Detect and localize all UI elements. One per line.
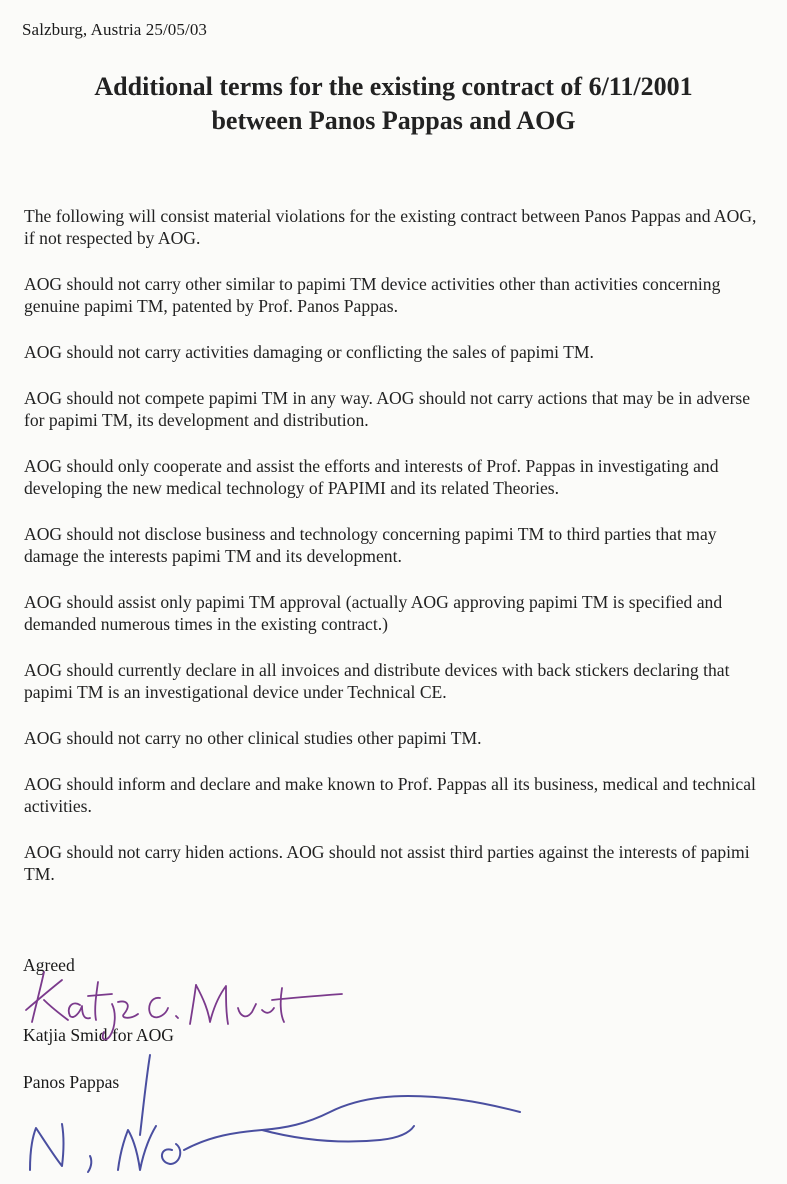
paragraph: AOG should not carry hiden actions. AOG should not assist third parties against the interests of papimi TM.: [24, 842, 750, 884]
signer-1-name: Katjia Smid for AOG: [23, 1025, 174, 1045]
place-date: Salzburg, Austria 25/05/03: [22, 20, 208, 39]
agreed-label: Agreed: [23, 955, 75, 975]
paragraph: AOG should not carry no other clinical studies other papimi TM.: [24, 728, 482, 748]
paragraph: AOG should currently declare in all invoices and distribute devices with back stickers declaring that papimi TM is an investigational device under Technical CE.: [24, 660, 730, 702]
title-line-1: Additional terms for the existing contract of 6/11/2001: [94, 72, 693, 101]
paragraph: AOG should not compete papimi TM in any way. AOG should not carry actions that may be in adverse for papimi TM, its development and distribution.: [24, 388, 751, 430]
title-line-2: between Panos Pappas and AOG: [211, 106, 576, 135]
signer-2-name: Panos Pappas: [23, 1072, 120, 1092]
paragraph: AOG should not carry other similar to papimi TM device activities other than activities concerning genuine papimi TM, patented by Prof. Panos Pappas.: [24, 274, 721, 316]
paragraph: AOG should assist only papimi TM approval (actually AOG approving papimi TM is specified and demanded numerous times in the existing contract.): [24, 592, 723, 634]
paragraph: The following will consist material violations for the existing contract between Panos Pappas and AOG, if not respected by AOG.: [24, 206, 757, 248]
paragraph: AOG should not carry activities damaging or conflicting the sales of papimi TM.: [24, 342, 594, 362]
paragraph: AOG should not disclose business and technology concerning papimi TM to third parties that may damage the interests papimi TM and its development.: [24, 524, 717, 566]
document-title: [0, 70, 787, 138]
document-body: [24, 205, 769, 909]
paragraph: AOG should only cooperate and assist the efforts and interests of Prof. Pappas in investigating and developing the new medical technology of PAPIMI and its related Theories.: [24, 456, 719, 498]
paragraph: AOG should inform and declare and make known to Prof. Pappas all its business, medical and technical activities.: [24, 774, 756, 816]
